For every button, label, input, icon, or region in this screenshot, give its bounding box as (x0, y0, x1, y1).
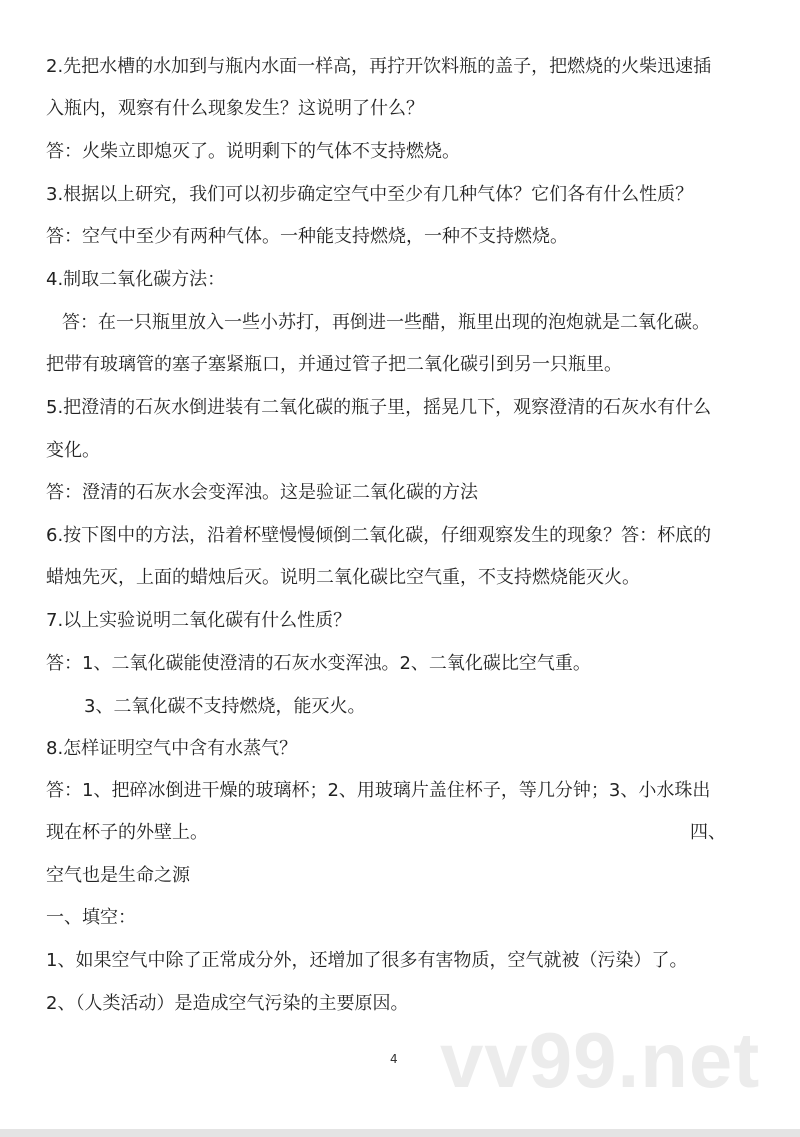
section-number: 四、 (690, 822, 726, 843)
question-4: 4.制取二氧化碳方法： (46, 269, 226, 290)
question-6-line-2: 蜡烛先灭，上面的蜡烛后灭。说明二氧化碳比空气重，不支持燃烧能灭火。 (46, 567, 640, 588)
answer-8-line-2: 现在杯子的外壁上。 (46, 822, 208, 843)
question-3: 3.根据以上研究，我们可以初步确定空气中至少有几种气体？它们各有什么性质？ (46, 184, 694, 205)
answer-2: 答：火柴立即熄灭了。说明剩下的气体不支持燃烧。 (46, 141, 460, 162)
answer-4-line-2: 把带有玻璃管的塞子塞紧瓶口，并通过管子把二氧化碳引到另一只瓶里。 (46, 354, 622, 375)
subsection-heading: 一、填空： (46, 907, 136, 928)
question-5-line-1: 5.把澄清的石灰水倒进装有二氧化碳的瓶子里，摇晃几下，观察澄清的石灰水有什么 (46, 397, 712, 418)
answer-7-line-2: 3、二氧化碳不支持燃烧，能灭火。 (84, 696, 366, 717)
answer-8-line-1: 答：1、把碎冰倒进干燥的玻璃杯；2、用玻璃片盖住杯子，等几分钟；3、小水珠出 (46, 780, 711, 801)
watermark: vv99.net (440, 1016, 761, 1104)
answer-5: 答：澄清的石灰水会变浑浊。这是验证二氧化碳的方法 (46, 482, 478, 503)
fill-in-item-2: 2、（人类活动）是造成空气污染的主要原因。 (46, 993, 409, 1014)
answer-7-line-1: 答：1、二氧化碳能使澄清的石灰水变浑浊。2、二氧化碳比空气重。 (46, 653, 591, 674)
question-7: 7.以上实验说明二氧化碳有什么性质？ (46, 610, 352, 631)
question-8: 8.怎样证明空气中含有水蒸气？ (46, 738, 298, 759)
question-2-line-2: 入瓶内，观察有什么现象发生？这说明了什么？ (46, 98, 424, 119)
page-bottom-edge (0, 1129, 800, 1137)
answer-4-line-1: 答：在一只瓶里放入一些小苏打，再倒进一些醋，瓶里出现的泡炮就是二氧化碳。 (62, 312, 710, 333)
question-2-line-1: 2.先把水槽的水加到与瓶内水面一样高，再拧开饮料瓶的盖子，把燃烧的火柴迅速插 (46, 56, 712, 77)
section-title: 空气也是生命之源 (46, 865, 190, 886)
question-5-line-2: 变化。 (46, 440, 100, 461)
question-6-line-1: 6.按下图中的方法，沿着杯壁慢慢倾倒二氧化碳，仔细观察发生的现象？答：杯底的 (46, 525, 712, 546)
answer-3: 答：空气中至少有两种气体。一种能支持燃烧，一种不支持燃烧。 (46, 226, 568, 247)
page-number: 4 (390, 1052, 398, 1066)
fill-in-item-1: 1、如果空气中除了正常成分外，还增加了很多有害物质，空气就被（污染）了。 (46, 950, 688, 971)
